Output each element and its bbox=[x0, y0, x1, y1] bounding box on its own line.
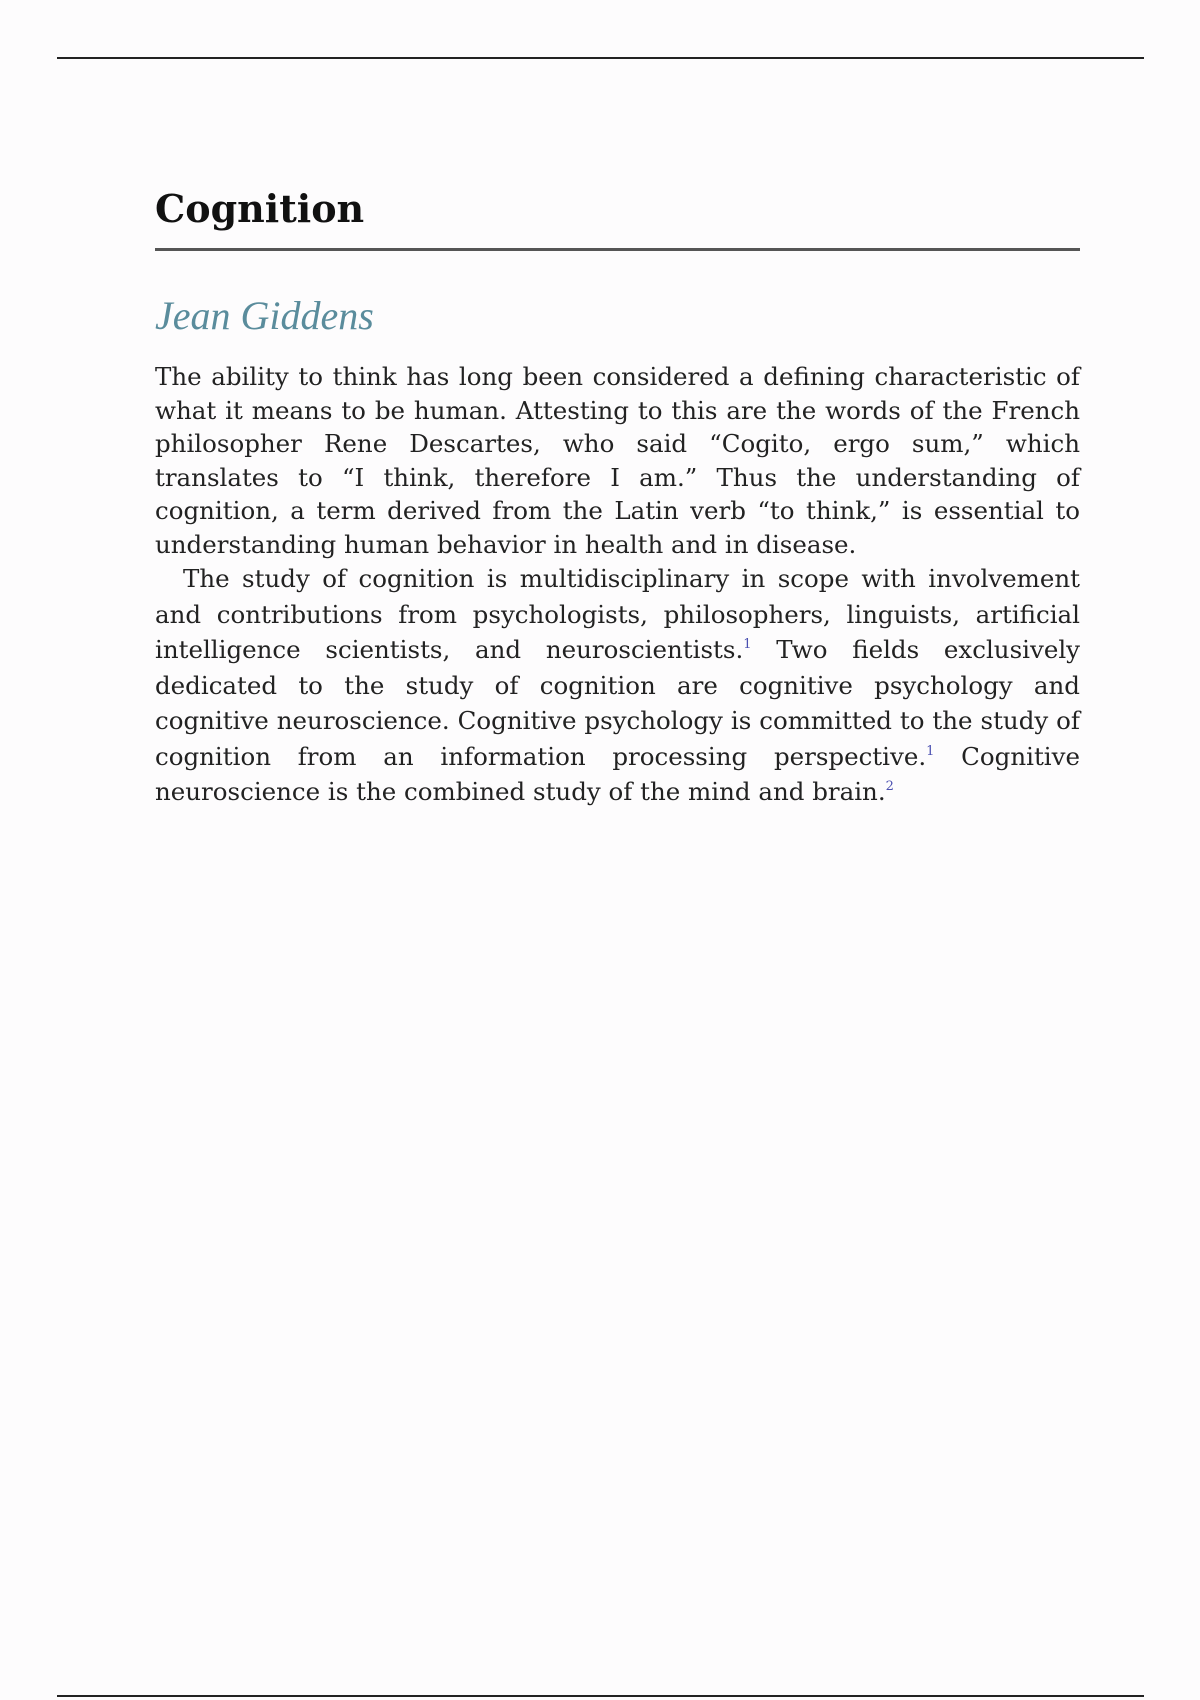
page-bottom-rule bbox=[57, 1695, 1144, 1697]
chapter-author: Jean Giddens bbox=[155, 293, 374, 338]
reference-link-1[interactable]: 1 bbox=[926, 743, 935, 759]
title-underline-rule bbox=[155, 248, 1080, 251]
chapter-title: Cognition bbox=[155, 186, 365, 231]
paragraph-text: The study of cognition is multidisciplinary in scope with involvement and contributions from psychologists, philosophers, linguists, artificial intelligence scientists, and neuroscientists. bbox=[155, 564, 1080, 664]
chapter-body bbox=[155, 360, 1080, 810]
paragraph-1 bbox=[155, 360, 1080, 561]
paragraph-text: Two fields exclusively dedicated to the study of cognition are cognitive psychology and cognitive neuroscience. Cognitive psychology is committed to the study of cognition from an information processing perspective. bbox=[155, 635, 1080, 771]
page-top-rule bbox=[57, 57, 1144, 59]
reference-link-2[interactable]: 2 bbox=[885, 779, 894, 794]
reference-link-1[interactable]: 1 bbox=[743, 637, 752, 652]
paragraph-text: The ability to think has long been considered a defining characteristic of what it means to be human. Attesting to this are the words of the French philosopher Rene Descartes, who said “Cogito, ergo sum,” which translates to “I think, therefore I am.” Thus the understanding of cognition, a term derived from the Latin verb “to think,” is essential to understanding human behavior in health and in disease. bbox=[155, 362, 1080, 559]
paragraph-2 bbox=[155, 561, 1080, 810]
paragraph-text: Cognitive neuroscience is the combined study of the mind and brain. bbox=[155, 741, 1080, 806]
